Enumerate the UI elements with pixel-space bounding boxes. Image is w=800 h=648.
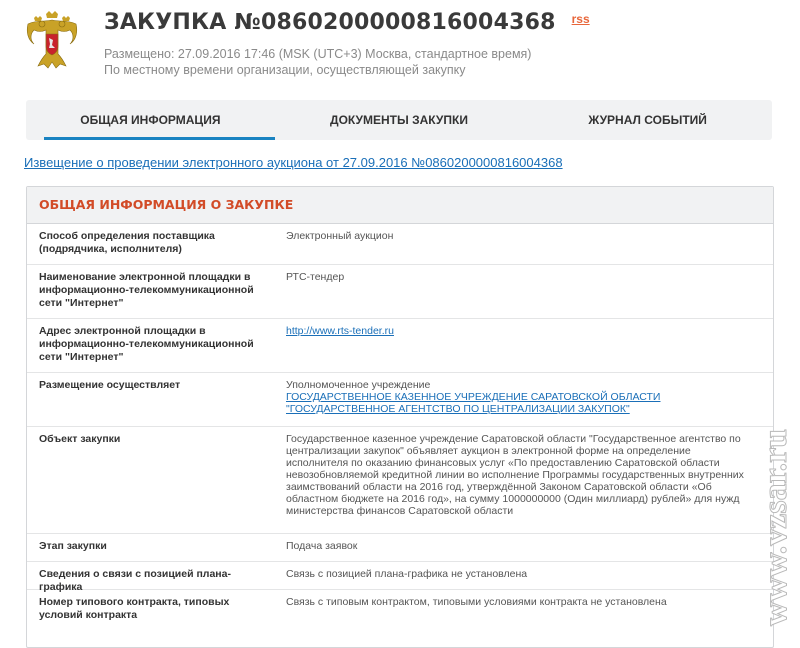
placement-org-link[interactable]: ГОСУДАРСТВЕННОЕ КАЗЕННОЕ УЧРЕЖДЕНИЕ САРАТОВСКОЙ ОБЛАСТИ "ГОСУДАРСТВЕННОЕ АГЕНТСТВО ПО ЦЕНТРАЛИЗАЦИИ ЗАКУПОК" [286,391,661,415]
row-label: Сведения о связи с позицией плана-графика [39,568,231,593]
row-value: Государственное казенное учреждение Саратовской области "Государственное агентство по централизации закупок" объявляет аукцион в электронной форме на определение исполнителя по оказанию финансовых услуг «По предоставлению Саратовской области невозобновляемой кредитной линии во исполнение Программы государственных внутренних заимствований области на 2016 год, утверждённой Законом Саратовской области «Об областном бюджете на 2016 год», на сумму 1000000000 (Один миллиард) рублей» для нужд министерства финансов Саратовской области [286,433,744,517]
coat-of-arms-emblem [22,10,82,72]
row-schedule-link [27,562,773,593]
row-value [274,373,773,426]
row-value: РТС-тендер [286,271,345,283]
row-typical-contract [27,590,773,630]
row-label: Этап закупки [39,540,107,552]
row-platform-name [27,265,773,319]
page-title: ЗАКУПКА №0860200000816004368 [104,10,556,35]
tab-general-info[interactable]: ОБЩАЯ ИНФОРМАЦИЯ [26,100,275,140]
title-row [104,10,590,35]
panel-title: ОБЩАЯ ИНФОРМАЦИЯ О ЗАКУПКЕ [39,197,294,212]
rss-link[interactable]: rss [571,12,590,26]
notice-link[interactable]: Извещение о проведении электронного аукциона от 27.09.2016 №0860200000816004368 [24,155,563,170]
row-label: Адрес электронной площадки в информационно-телекоммуникационной сети "Интернет" [39,325,254,363]
posted-meta [104,46,531,78]
row-placement [27,373,773,427]
posted-date: Размещено: 27.09.2016 17:46 (MSK (UTC+3) Москва, стандартное время) [104,47,532,61]
row-supplier-method [27,224,773,265]
row-value: Связь с позицией плана-графика не установлена [286,568,528,580]
row-label: Объект закупки [39,433,121,445]
watermark [752,300,800,630]
row-value: Связь с типовым контрактом, типовыми условиями контракта не установлена [286,596,667,608]
watermark-text: www.vzsar.ru [757,428,794,626]
row-label: Размещение осуществляет [39,379,181,391]
row-label: Номер типового контракта, типовых условий контракта [39,596,230,621]
row-label: Наименование электронной площадки в информационно-телекоммуникационной сети "Интернет" [39,271,254,309]
general-info-panel [26,186,774,648]
tab-event-log[interactable]: ЖУРНАЛ СОБЫТИЙ [588,113,707,127]
row-procurement-object [27,427,773,534]
row-value: Подача заявок [286,540,358,552]
row-stage [27,534,773,562]
row-value [274,319,773,372]
row-value: Электронный аукцион [286,230,394,242]
tab-documents[interactable]: ДОКУМЕНТЫ ЗАКУПКИ [330,113,468,127]
platform-address-link[interactable]: http://www.rts-tender.ru [286,325,394,337]
local-time-note: По местному времени организации, осуществляющей закупку [104,63,466,77]
row-platform-address [27,319,773,373]
row-label: Способ определения поставщика (подрядчика, исполнителя) [39,230,215,255]
tab-bar [26,100,772,140]
placement-role: Уполномоченное учреждение [286,379,431,391]
panel-header [27,187,773,224]
